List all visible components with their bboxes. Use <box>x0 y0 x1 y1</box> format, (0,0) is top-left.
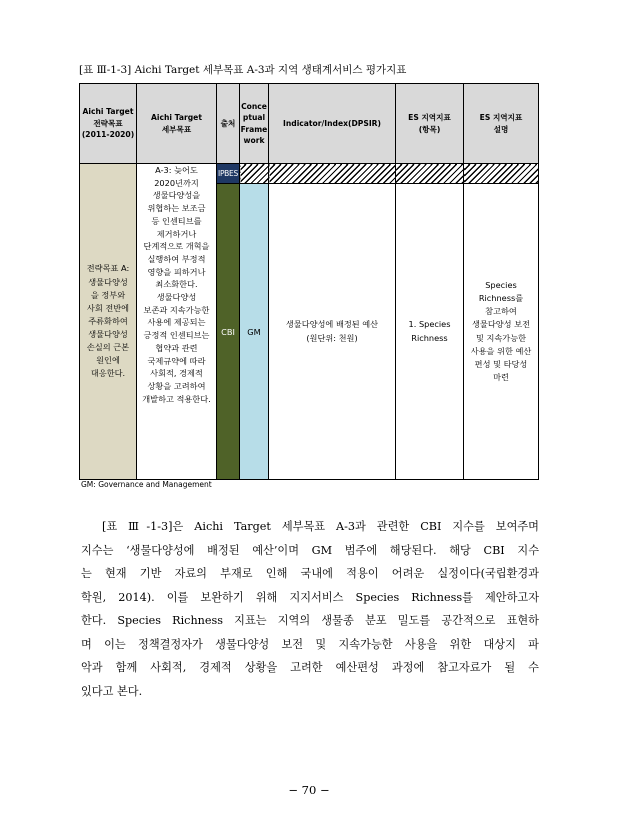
paragraph-line: [표 Ⅲ-1-3]은 Aichi Target 세부목표 A-3과 관련한 CBI 지수를 보여주며 <box>102 520 539 533</box>
paragraph-line: 학원, 2014). 이를 보완하기 위해 지지서비스 Species Richness를 제안하고자 <box>81 590 539 604</box>
paragraph-line: 는 현재 기반 자료의 부재로 인해 국내에 적용이 어려운 실정이다(국립환경과 <box>81 567 539 580</box>
header-es-indicator: ES 지역지표 (항목) <box>396 84 464 164</box>
header-source: 출처 <box>217 84 240 164</box>
hatched-cell <box>396 164 464 184</box>
paragraph-line: 지수는 ‘생물다양성에 배정된 예산’이며 GM 범주에 해당된다. 해당 CBI 지수 <box>81 543 539 557</box>
ipbes-row <box>80 164 539 184</box>
paragraph-line: 있다고 본다. <box>81 684 143 698</box>
target-cell: A-3: 늦어도 2020년까지 생물다양성을 위협하는 보조금 등 인센티브를 제거하거나 단계적으로 개혁을 실행하여 부정적 영향을 피하거나 최소화한다. 생물다양성 보존과 지속가능한 사용에 제공되는 긍정적 인센티브는 협약과 관련 국제규약에 따라 사회적, 경제적 상황을 고려하여 개발하고 적용한다. <box>137 164 217 480</box>
header-es-description: ES 지역지표 설명 <box>464 84 539 164</box>
strategy-cell: 전략목표 A: 생물다양성 을 정부와 사회 전반에 주류화하여 생물다양성 손실의 근본 원인에 대응한다. <box>80 164 137 480</box>
es-description-cell: Species Richness를 참고하여 생물다양성 보전 및 지속가능한 사용을 위한 예산 편성 및 타당성 마련 <box>464 184 539 480</box>
paragraph-line: 한다. Species Richness 지표는 지역의 생물종 분포 밀도를 공간적으로 표현하 <box>81 614 539 627</box>
table-caption: [표 Ⅲ-1-3] Aichi Target 세부목표 A-3과 지역 생태계서비스 평가지표 <box>79 64 407 76</box>
body-paragraph <box>81 515 539 703</box>
hatched-cell <box>240 164 269 184</box>
hatched-cell <box>269 164 396 184</box>
paragraph-line: 악과 함께 사회적, 경제적 상황을 고려한 예산편성 과정에 참고자료가 될 수 <box>81 661 539 674</box>
source-cell: CBI <box>217 184 240 480</box>
framework-cell: GM <box>240 184 269 480</box>
header-strategy: Aichi Target 전략목표 (2011-2020) <box>80 84 137 164</box>
indicator-cell: 생물다양성에 배정된 예산 (원단위: 천원) <box>269 184 396 480</box>
page-number: − 70 − <box>288 783 330 797</box>
hatched-cell <box>464 164 539 184</box>
table-note: GM: Governance and Management <box>81 480 212 489</box>
header-indicator: Indicator/Index(DPSIR) <box>269 84 396 164</box>
ipbes-label: IPBES <box>217 164 240 184</box>
header-target: Aichi Target 세부목표 <box>137 84 217 164</box>
header-row <box>80 84 539 164</box>
paragraph-line: 며 이는 정책결정자가 생물다양성 보전 및 지속가능한 사용을 위한 대상지 파 <box>81 637 539 651</box>
aichi-target-table <box>79 83 539 480</box>
es-indicator-cell: 1. Species Richness <box>396 184 464 480</box>
header-framework: Conce ptual Frame work <box>240 84 269 164</box>
